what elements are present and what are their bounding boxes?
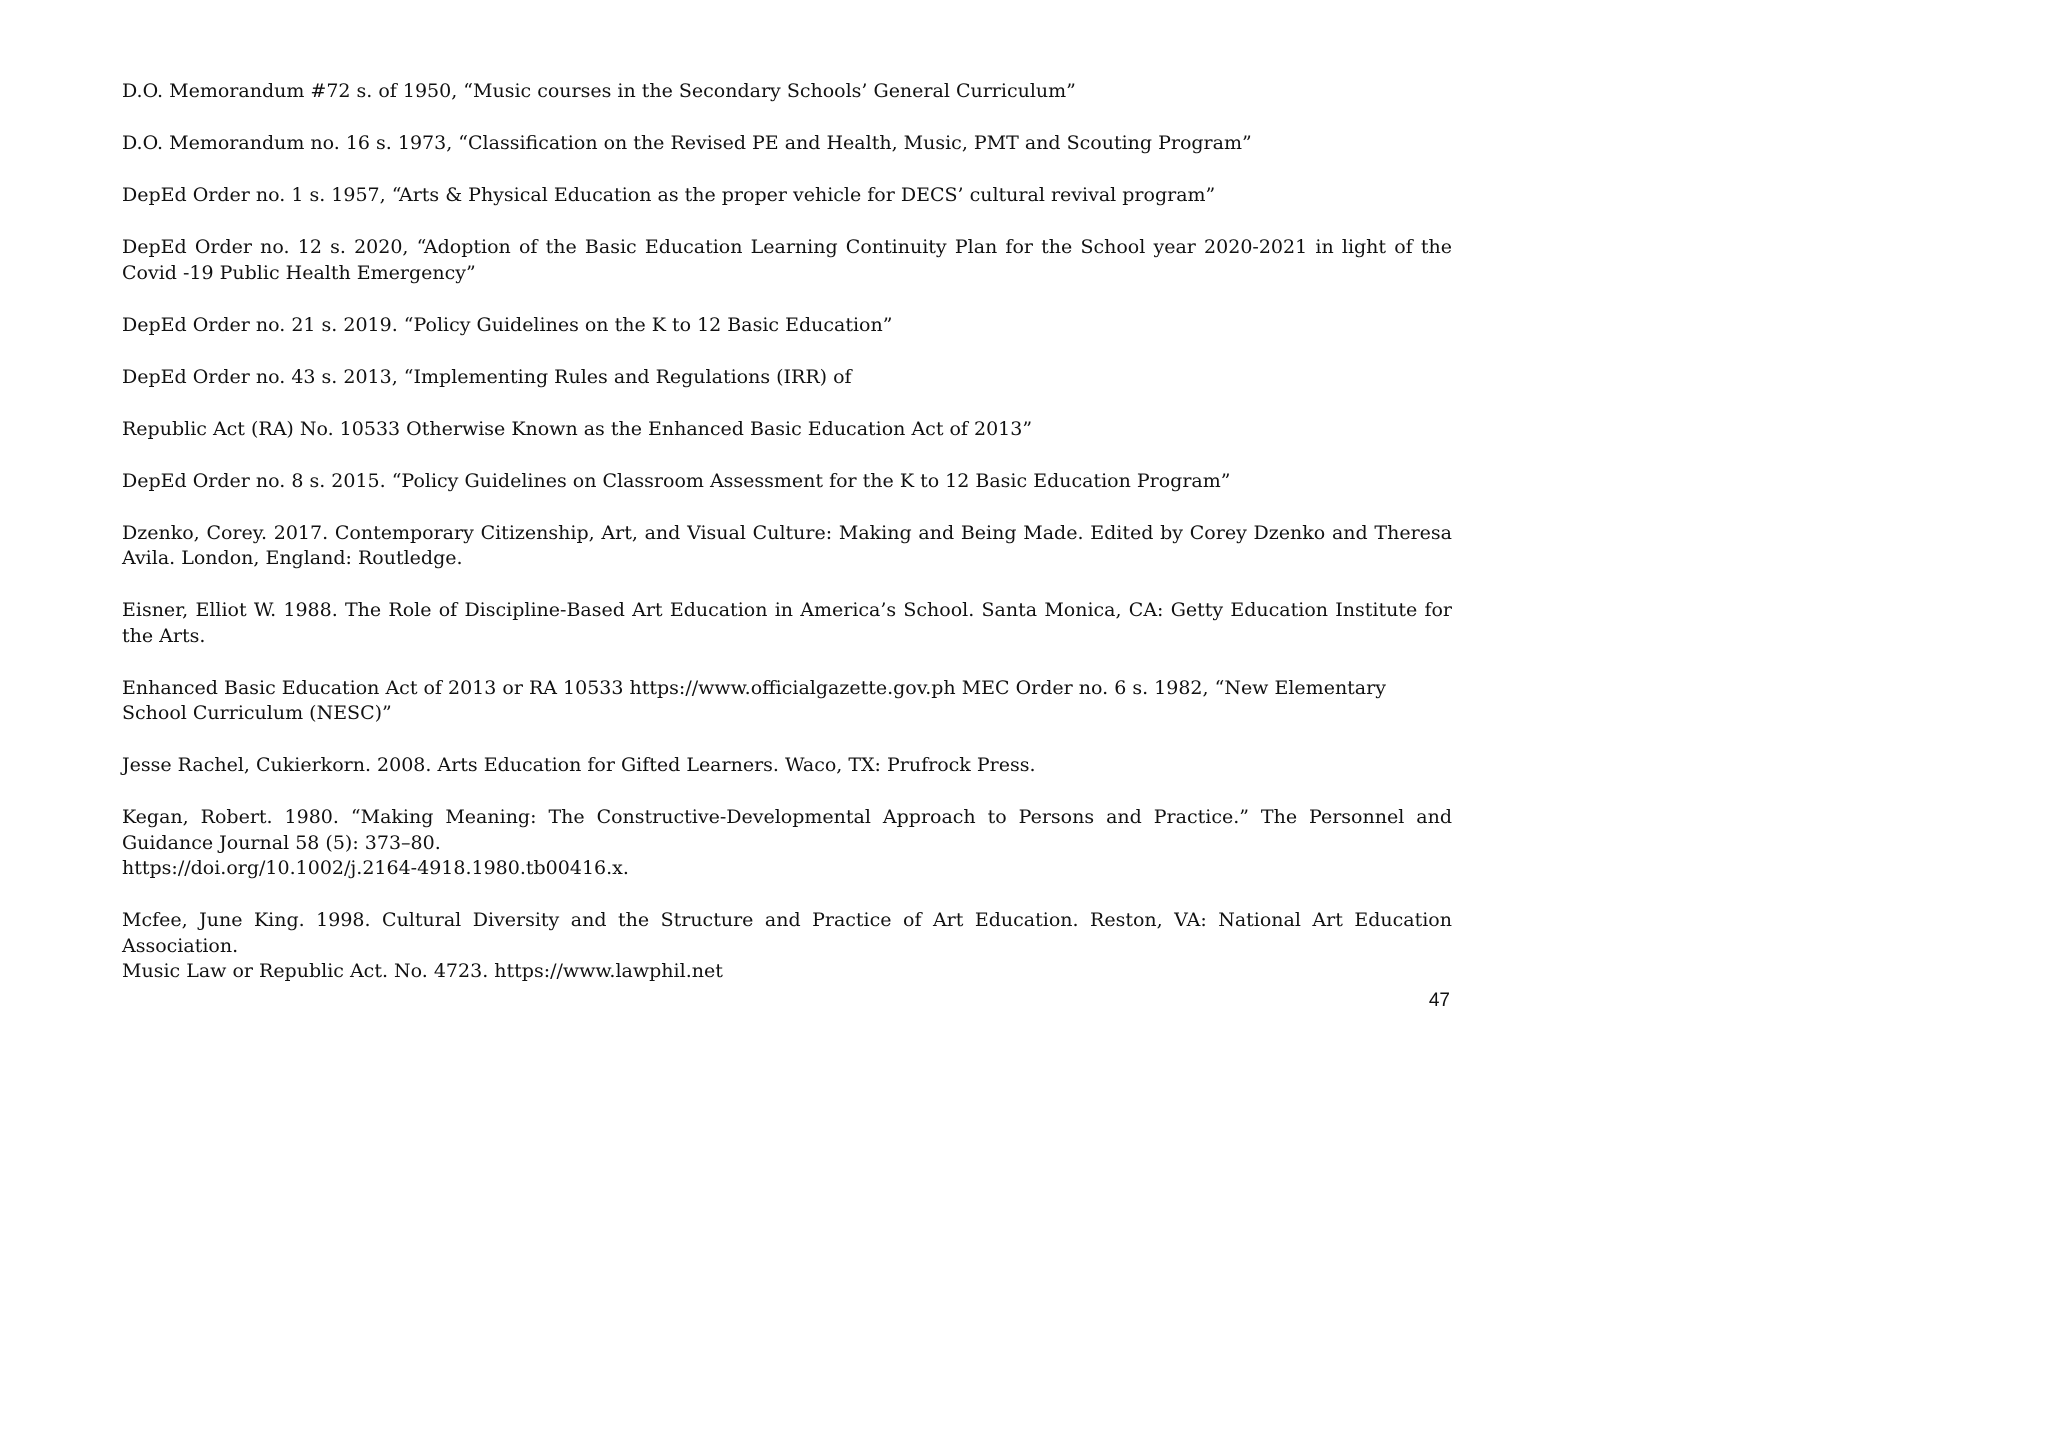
reference-entry: DepEd Order no. 21 s. 2019. “Policy Guidelines on the K to 12 Basic Education” [122,313,893,336]
reference-entry: DepEd Order no. 12 s. 2020, “Adoption of the Basic Education Learning Continuity Plan for the School year 2020-2021 in light of the Covid -19 Public Health Emergency” [122,236,1452,284]
reference-link: https://doi.org/10.1002/j.2164-4918.1980.tb00416.x. [122,857,629,879]
reference-entry [122,805,1452,882]
reference-entry: Jesse Rachel, Cukierkorn. 2008. Arts Education for Gifted Learners. Waco, TX: Prufrock Press. [122,754,1036,776]
reference-entry: DepEd Order no. 8 s. 2015. “Policy Guidelines on Classroom Assessment for the K to 12 Basic Education Program” [122,469,1231,492]
reference-entry: D.O. Memorandum #72 s. of 1950, “Music courses in the Secondary Schools’ General Curriculum” [122,80,1076,102]
page-number: 47 [1428,990,1450,1011]
reference-text: Kegan, Robert. 1980. “Making Meaning: The Constructive-Developmental Approach to Persons and Practice.” The Personnel and Guidance Journal 58 (5): 373–80. [122,806,1452,854]
reference-entry: Republic Act (RA) No. 10533 Otherwise Known as the Enhanced Basic Education Act of 2013” [122,417,1033,440]
reference-list [122,79,1452,985]
reference-entry [122,908,1452,985]
reference-entry: Enhanced Basic Education Act of 2013 or RA 10533 https://www.officialgazette.gov.ph MEC Order no. 6 s. 1982, “New Elementary School Curriculum (NESC)” [122,676,1386,724]
reference-entry: DepEd Order no. 1 s. 1957, “Arts & Physical Education as the proper vehicle for DECS’ cultural revival program” [122,184,1216,206]
reference-entry: DepEd Order no. 43 s. 2013, “Implementing Rules and Regulations (IRR) of [122,365,852,388]
reference-text: Mcfee, June King. 1998. Cultural Diversity and the Structure and Practice of Art Education. Reston, VA: National Art Education Association. [122,909,1452,957]
reference-entry: Dzenko, Corey. 2017. Contemporary Citizenship, Art, and Visual Culture: Making and Being Made. Edited by Corey Dzenko and Theresa Avila. London, England: Routledge. [122,521,1452,569]
reference-text: Music Law or Republic Act. No. 4723. https://www.lawphil.net [122,960,723,982]
reference-entry: Eisner, Elliot W. 1988. The Role of Discipline-Based Art Education in America’s School. Santa Monica, CA: Getty Education Institute for the Arts. [122,599,1452,647]
reference-entry: D.O. Memorandum no. 16 s. 1973, “Classification on the Revised PE and Health, Music, PMT and Scouting Program” [122,132,1252,154]
